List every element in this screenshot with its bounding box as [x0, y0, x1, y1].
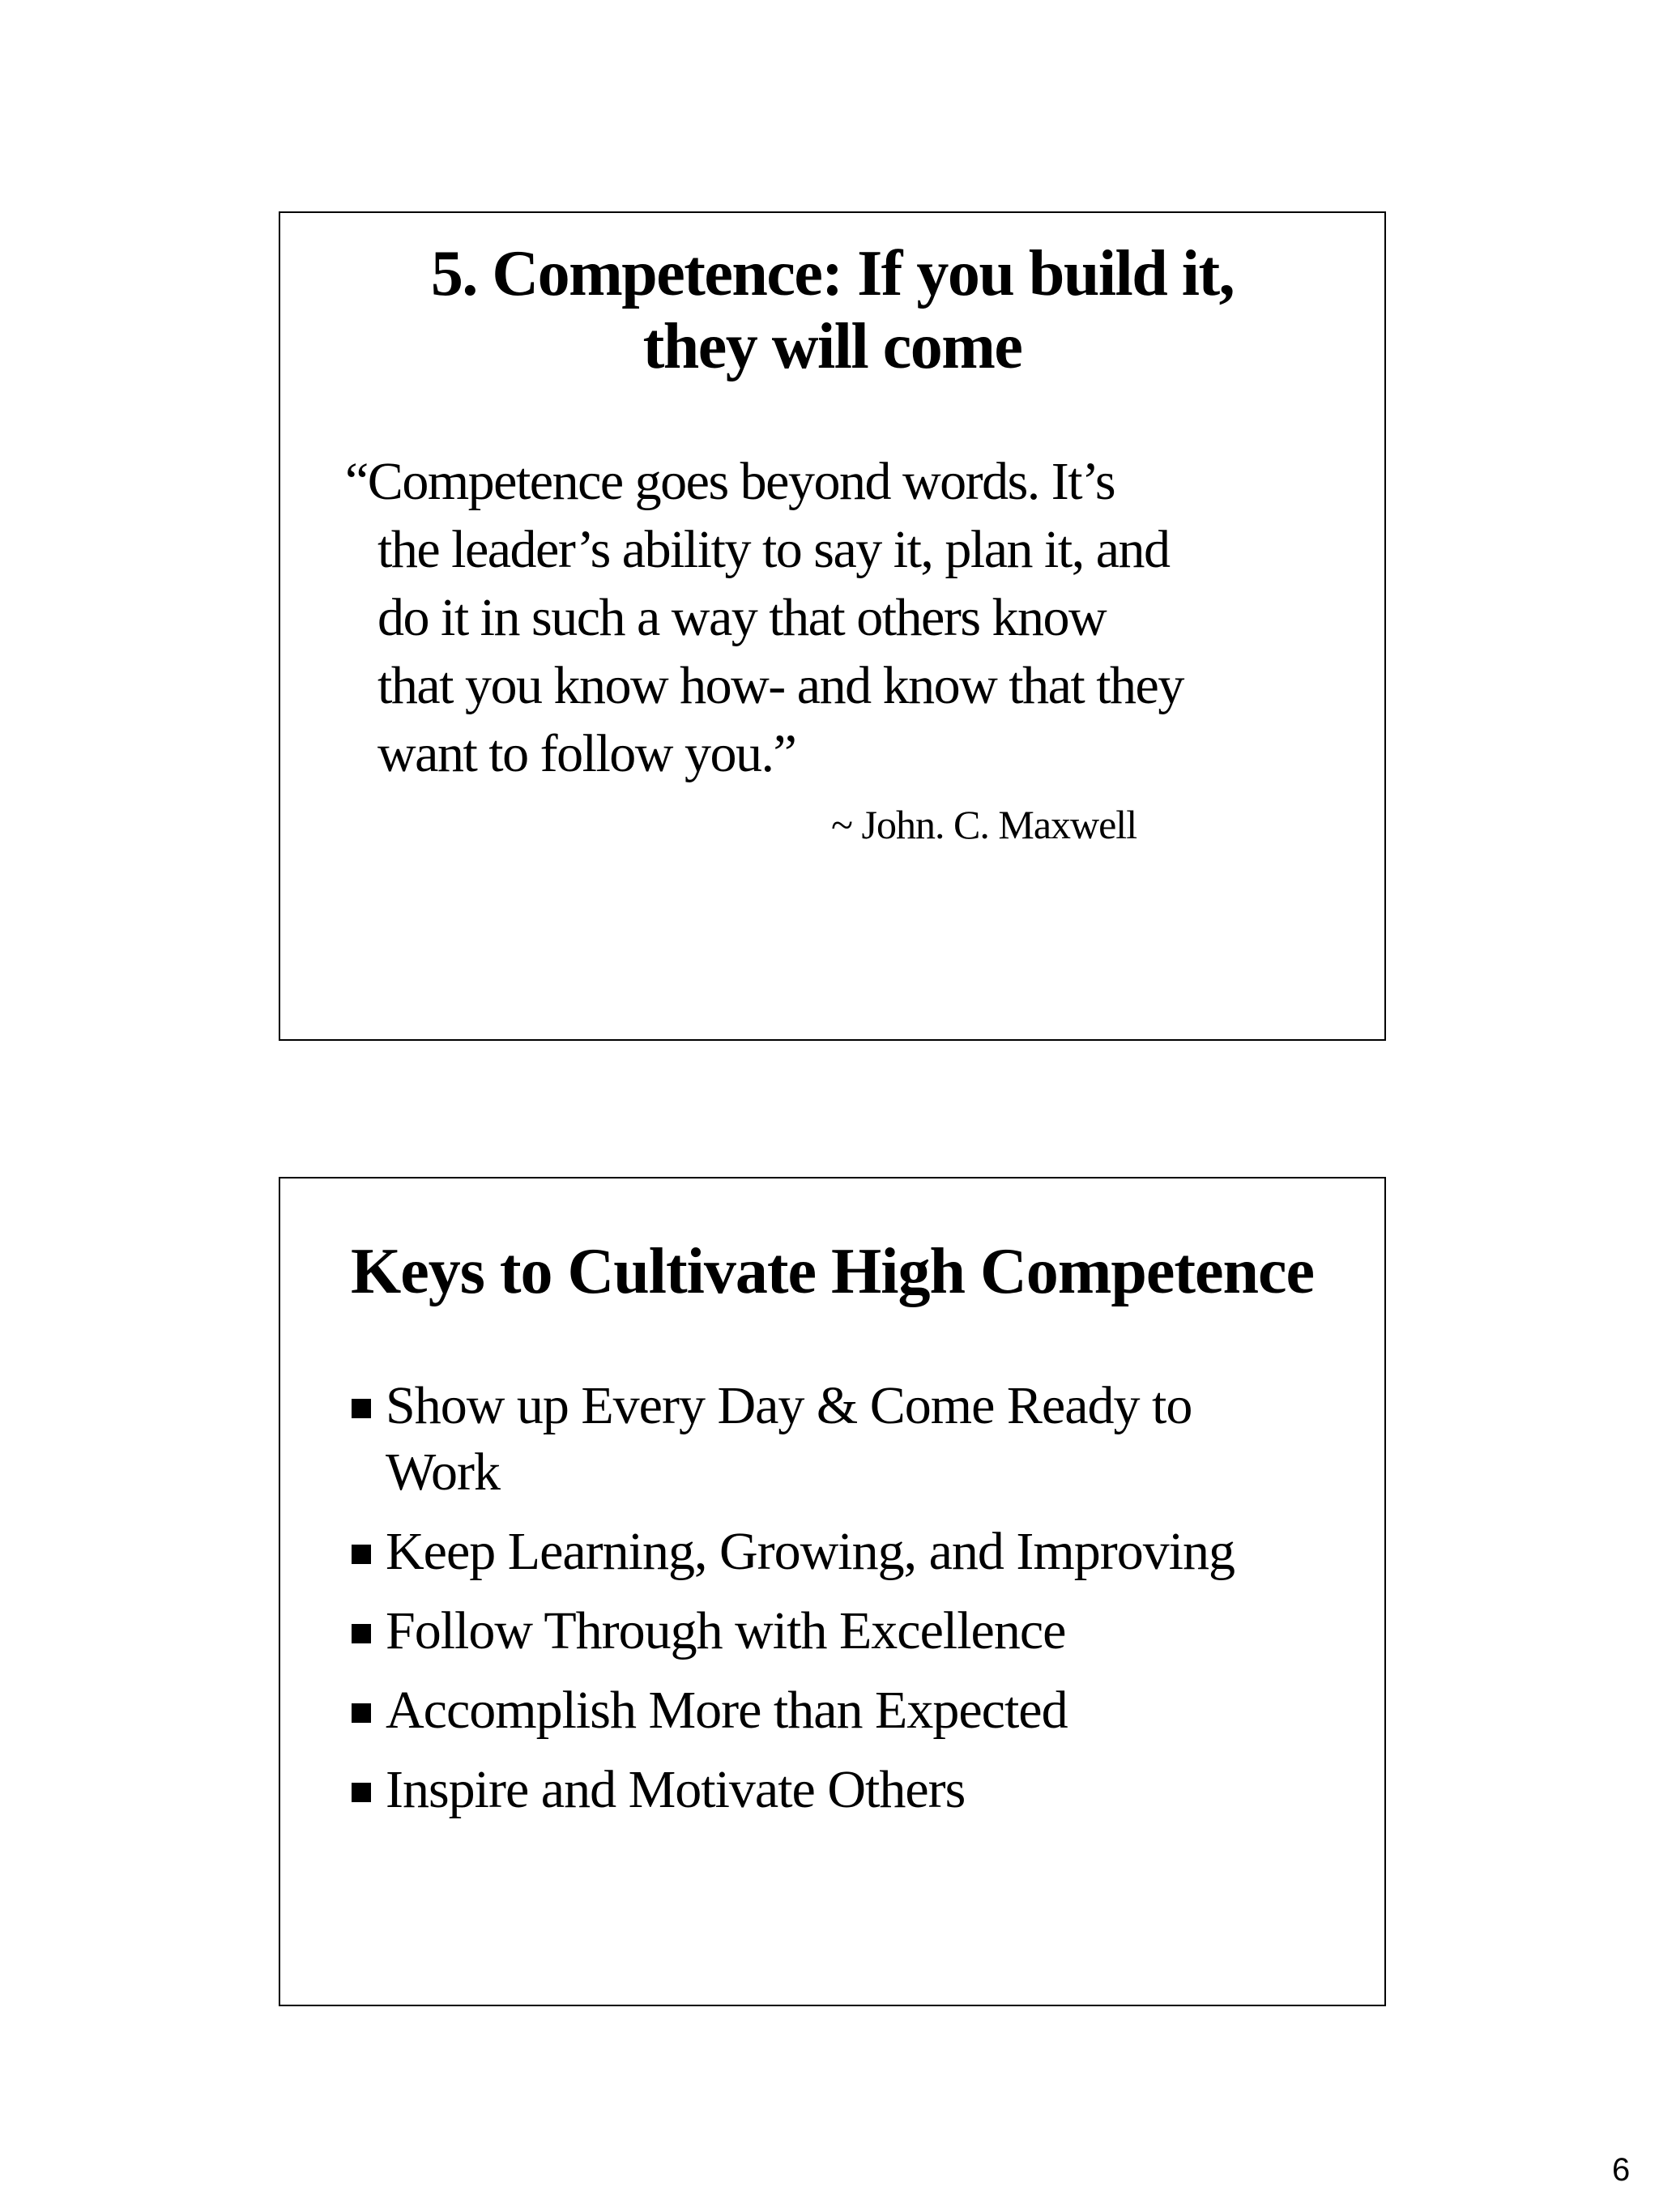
square-bullet-icon	[352, 1399, 371, 1418]
bullet-list	[345, 1373, 1333, 1836]
bullet-item	[345, 1677, 1333, 1744]
square-bullet-icon	[352, 1783, 371, 1802]
bullet-text-line: Work	[386, 1443, 500, 1502]
bullet-text-line: Keep Learning, Growing, and Improving	[386, 1522, 1235, 1581]
square-bullet-icon	[352, 1703, 371, 1723]
quote-text	[345, 448, 1301, 788]
bullet-item	[345, 1598, 1333, 1664]
quote-line: that you know how- and know that they	[377, 656, 1183, 715]
slide-title	[280, 237, 1384, 383]
quote-line: do it in such a way that others know	[377, 588, 1107, 647]
slide-competence-quote	[279, 211, 1386, 1041]
slide-title: Keys to Cultivate High Competence	[350, 1236, 1315, 1307]
bullet-text	[386, 1598, 1333, 1664]
square-bullet-icon	[352, 1624, 371, 1643]
quote-attribution: ~ John. C. Maxwell	[831, 802, 1137, 847]
bullet-item	[345, 1373, 1333, 1506]
bullet-item	[345, 1519, 1333, 1585]
quote-line: the leader’s ability to say it, plan it, and	[377, 520, 1170, 579]
bullet-text-line: Inspire and Motivate Others	[386, 1760, 966, 1819]
quote-line: “Competence goes beyond words. It’s	[345, 452, 1115, 511]
bullet-text-line: Show up Every Day & Come Ready to	[386, 1376, 1192, 1435]
bullet-text-line: Follow Through with Excellence	[386, 1601, 1066, 1660]
bullet-text	[386, 1373, 1333, 1506]
square-bullet-icon	[352, 1545, 371, 1564]
bullet-text	[386, 1677, 1333, 1744]
bullet-text-line: Accomplish More than Expected	[386, 1681, 1068, 1740]
page-number: 6	[1612, 2152, 1631, 2188]
quote-line: want to follow you.”	[377, 724, 796, 783]
bullet-text	[386, 1519, 1333, 1585]
slide-keys-competence	[279, 1177, 1386, 2006]
bullet-text	[386, 1757, 1333, 1823]
slide-title-line: 5. Competence: If you build it,	[430, 238, 1235, 309]
slide-title-line: they will come	[642, 311, 1022, 382]
bullet-item	[345, 1757, 1333, 1823]
